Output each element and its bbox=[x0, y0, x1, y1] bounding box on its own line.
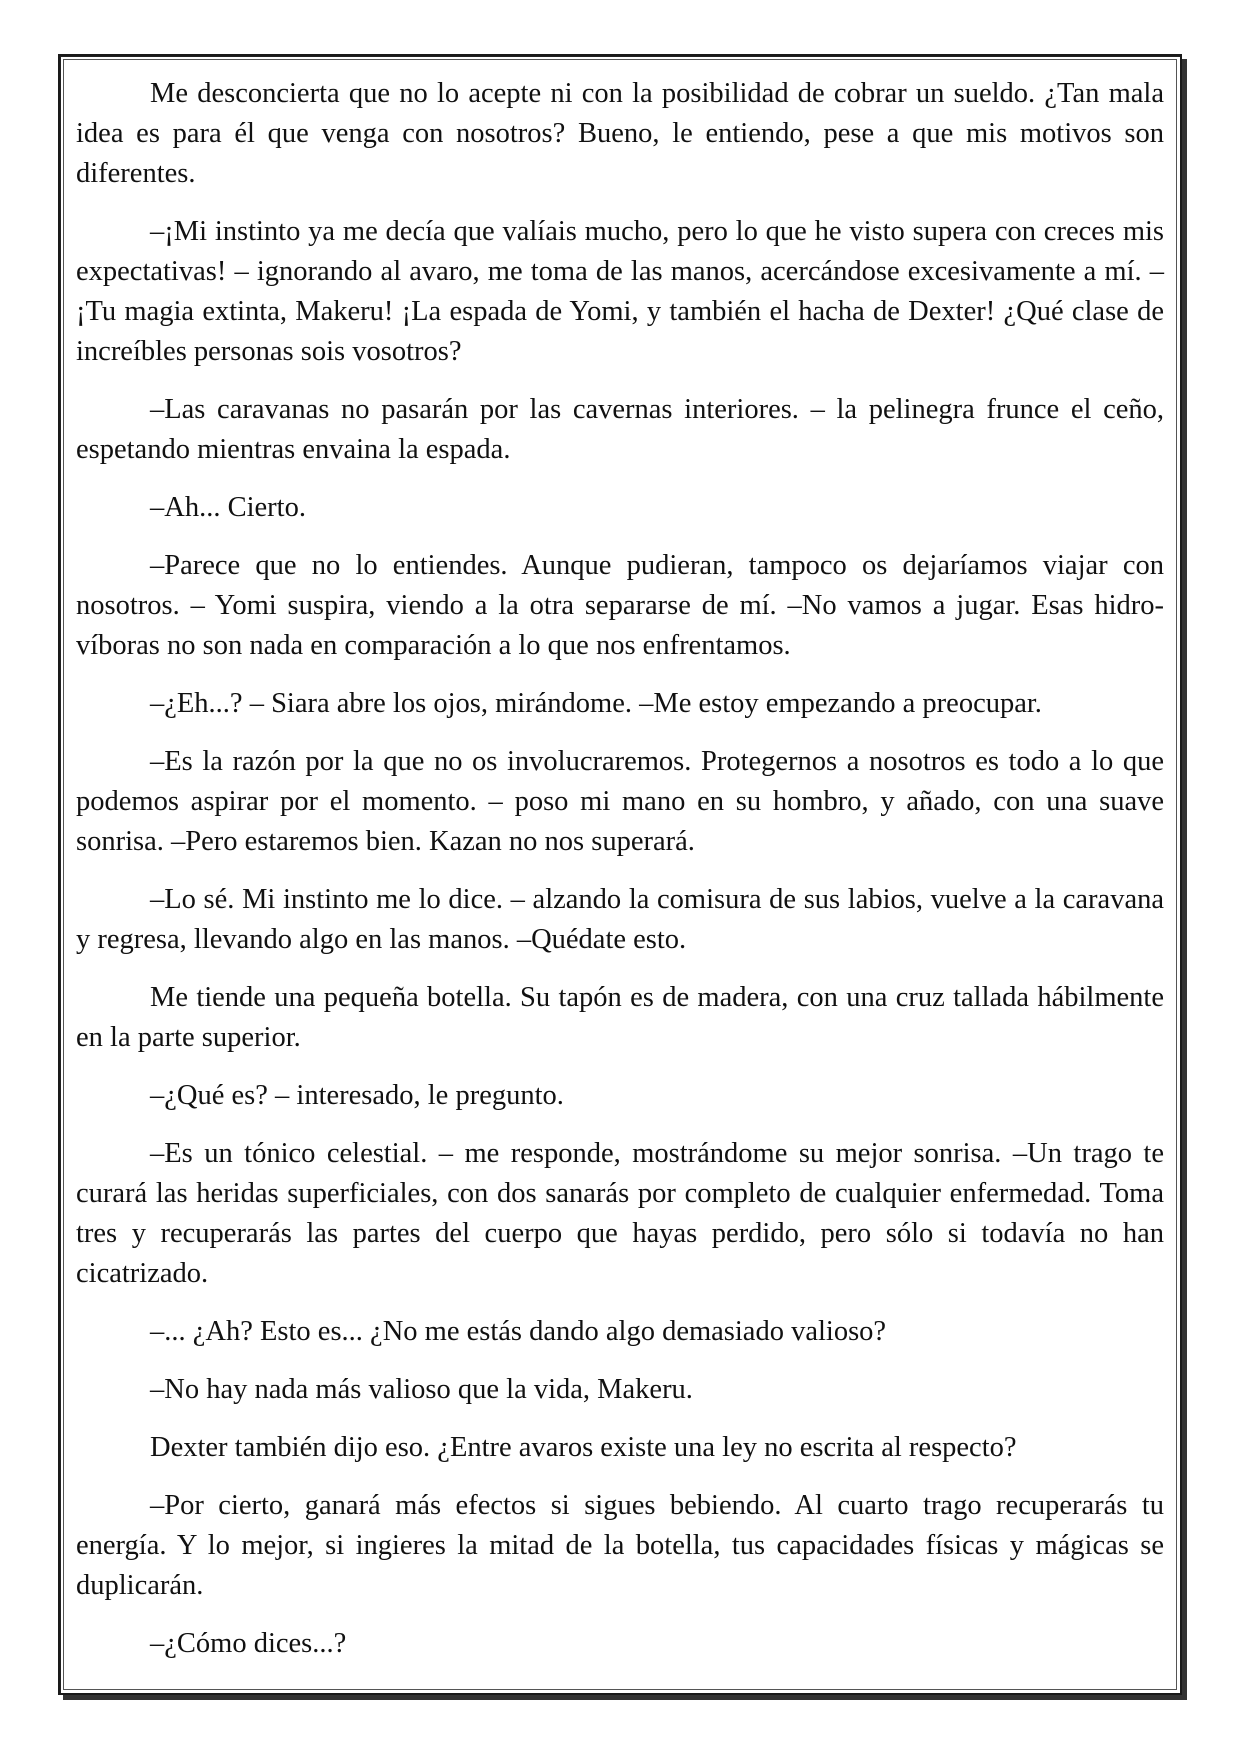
paragraph: –... ¿Ah? Esto es... ¿No me estás dando algo demasiado valioso? bbox=[150, 1316, 887, 1347]
paragraph: –¿Cómo dices...? bbox=[150, 1628, 347, 1659]
paragraph: –Es un tónico celestial. – me responde, mostrándome su mejor sonrisa. –Un trago te curará las heridas superficiales, con dos sanarás por completo de cualquier enfermedad. Toma tres y recuperarás las partes del cuerpo que hayas perdido, pero sólo si todavía no han cicatrizado. bbox=[76, 1138, 1164, 1289]
paragraph: Me tiende una pequeña botella. Su tapón es de madera, con una cruz tallada hábilmente en la parte superior. bbox=[76, 982, 1164, 1053]
paragraph: –Por cierto, ganará más efectos si sigues bebiendo. Al cuarto trago recuperarás tu energía. Y lo mejor, si ingieres la mitad de la botella, tus capacidades físicas y mágicas se duplicarán. bbox=[76, 1490, 1164, 1601]
paragraph: –¡Mi instinto ya me decía que valíais mucho, pero lo que he visto supera con creces mis expectativas! – ignorando al avaro, me toma de las manos, acercándose excesivamente a mí. –¡Tu magia extinta, Makeru! ¡La espada de Yomi, y también el hacha de Dexter! ¿Qué clase de increíbles personas sois vosotros? bbox=[76, 216, 1164, 367]
paragraph: –Parece que no lo entiendes. Aunque pudieran, tampoco os dejaríamos viajar con nosotros. – Yomi suspira, viendo a la otra separarse de mí. –No vamos a jugar. Esas hidro-víboras no son nada en comparación a lo que nos enfrentamos. bbox=[76, 550, 1164, 661]
paragraph: –¿Eh...? – Siara abre los ojos, mirándome. –Me estoy empezando a preocupar. bbox=[150, 688, 1042, 719]
paragraph: –Las caravanas no pasarán por las cavernas interiores. – la pelinegra frunce el ceño, espetando mientras envaina la espada. bbox=[76, 394, 1164, 465]
page-frame bbox=[58, 54, 1182, 1695]
paragraph: –Lo sé. Mi instinto me lo dice. – alzando la comisura de sus labios, vuelve a la caravana y regresa, llevando algo en las manos. –Quédate esto. bbox=[76, 884, 1164, 955]
paragraph: –No hay nada más valioso que la vida, Makeru. bbox=[150, 1374, 693, 1405]
paragraph: –Es la razón por la que no os involucraremos. Protegernos a nosotros es todo a lo que podemos aspirar por el momento. – poso mi mano en su hombro, y añado, con una suave sonrisa. –Pero estaremos bien. Kazan no nos superará. bbox=[76, 746, 1164, 857]
paragraph: Dexter también dijo eso. ¿Entre avaros existe una ley no escrita al respecto? bbox=[150, 1432, 1017, 1463]
paragraph: Me desconcierta que no lo acepte ni con la posibilidad de cobrar un sueldo. ¿Tan mala idea es para él que venga con nosotros? Bueno, le entiendo, pese a que mis motivos son diferentes. bbox=[76, 78, 1164, 189]
paragraph: –Ah... Cierto. bbox=[150, 492, 306, 523]
text-body bbox=[76, 74, 1164, 1682]
paragraph: –¿Qué es? – interesado, le pregunto. bbox=[150, 1080, 564, 1111]
